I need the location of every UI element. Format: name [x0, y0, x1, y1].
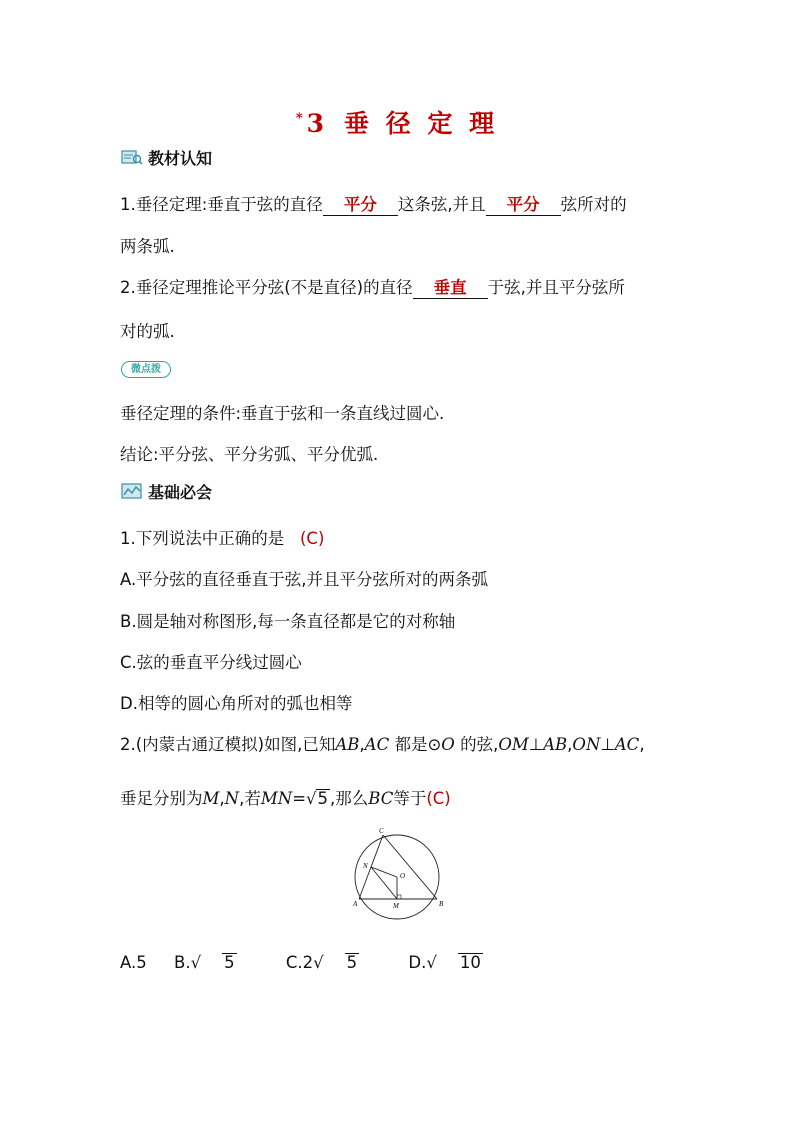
- text-segment: 等于: [393, 789, 427, 808]
- option-b: [174, 953, 259, 972]
- question-1-option-b: B.圆是轴对称图形,每一条直径都是它的对称轴: [120, 612, 456, 631]
- text-segment: ,那么: [330, 789, 369, 808]
- label-m: M: [393, 902, 399, 910]
- label-o: O: [400, 872, 406, 880]
- text-segment: 两条弧.: [120, 237, 175, 256]
- text-segment: 对的弧.: [120, 322, 175, 341]
- option-prefix: B.√: [174, 953, 202, 972]
- text-segment: 都是⊙: [394, 735, 442, 754]
- option-prefix: C.2√: [285, 953, 324, 972]
- question-1-option-c: C.弦的垂直平分线过圆心: [120, 653, 302, 672]
- section-header-basics: [121, 480, 212, 502]
- book-magnifier-icon: [121, 148, 143, 166]
- text-segment: ⊥: [600, 735, 615, 754]
- definition-line-1: [120, 191, 627, 216]
- title-number: 3: [306, 109, 329, 138]
- text-segment: 1.垂径定理:垂直于弦的直径: [120, 195, 323, 214]
- text-segment: 的弦,: [460, 735, 499, 754]
- text-segment: ⊥: [528, 735, 544, 754]
- section-title: 基础必会: [148, 482, 213, 502]
- text-segment: 弦所对的: [560, 195, 627, 214]
- math-var: AC: [364, 735, 390, 754]
- answer-blank: 平分: [486, 195, 561, 216]
- math-var: N: [224, 789, 240, 808]
- question-2-options: [120, 953, 527, 972]
- text-segment: 于弦,并且平分弦所: [487, 278, 625, 297]
- math-var: AB: [335, 735, 360, 754]
- text-segment: ,: [219, 789, 225, 808]
- text-segment: ,: [639, 735, 645, 754]
- definition-line-2: [120, 233, 175, 257]
- tip-badge: 微点拨: [121, 361, 171, 378]
- math-var: ON: [572, 735, 601, 754]
- math-var: MN: [260, 789, 293, 808]
- math-var: AB: [543, 735, 568, 754]
- math-var: O: [441, 735, 455, 754]
- text-segment: 2.(内蒙古通辽模拟)如图,已知: [120, 735, 336, 754]
- text-segment: ,若: [239, 789, 261, 808]
- definition-line-3: [120, 274, 625, 299]
- option-prefix: D.√: [408, 953, 437, 972]
- chart-line-icon: [121, 482, 143, 500]
- circle-geometry-figure: [348, 826, 448, 922]
- option-d: [408, 953, 504, 972]
- text-segment: 2.垂径定理推论平分弦(不是直径)的直径: [120, 278, 413, 297]
- sqrt-radicand: 5: [224, 953, 235, 972]
- section-header-textbook: [121, 146, 212, 168]
- right-angle-mark: [397, 895, 401, 899]
- question-1-option-a: A.平分弦的直径垂直于弦,并且平分弦所对的两条弧: [120, 570, 488, 589]
- question-1-option-d: D.相等的圆心角所对的弧也相等: [120, 694, 353, 713]
- title-text: 垂 径 定 理: [344, 109, 499, 138]
- page-title: [0, 104, 794, 140]
- math-var: AC: [614, 735, 640, 754]
- text-segment: ,: [359, 735, 365, 754]
- math-var: BC: [368, 789, 394, 808]
- text-segment: 这条弦,并且: [397, 195, 486, 214]
- answer-blank: 平分: [323, 195, 398, 216]
- question-2-line-2: [120, 785, 451, 809]
- section-title: 教材认知: [148, 148, 213, 168]
- title-star: *: [295, 111, 307, 126]
- definition-line-4: [120, 318, 175, 342]
- math-var: M: [202, 789, 220, 808]
- tip-line-1: 垂径定理的条件:垂直于弦和一条直线过圆心.: [120, 404, 445, 423]
- sqrt-radicand: 10: [459, 953, 481, 972]
- answer-blank: 垂直: [413, 278, 488, 299]
- sqrt-radicand: 5: [317, 789, 329, 808]
- question-1-stem: [120, 525, 324, 549]
- text-segment: 垂足分别为: [120, 789, 203, 808]
- option-c: [286, 953, 381, 972]
- question-answer: (C): [426, 789, 451, 808]
- text-segment: ,: [567, 735, 573, 754]
- label-n: N: [363, 862, 368, 870]
- label-b: B: [439, 900, 444, 908]
- question-text: 1.下列说法中正确的是: [120, 529, 285, 548]
- sqrt-radicand: 5: [346, 953, 358, 972]
- math-var: OM: [498, 735, 529, 754]
- question-2-line-1: [120, 731, 645, 755]
- tip-line-2: 结论:平分弦、平分劣弧、平分优弧.: [120, 445, 379, 464]
- label-c: C: [379, 827, 384, 835]
- text-segment: =√: [292, 789, 317, 808]
- question-answer: (C): [300, 529, 325, 548]
- segment-bc: [383, 835, 437, 899]
- option-a: A.5: [120, 953, 147, 972]
- label-a: A: [353, 900, 358, 908]
